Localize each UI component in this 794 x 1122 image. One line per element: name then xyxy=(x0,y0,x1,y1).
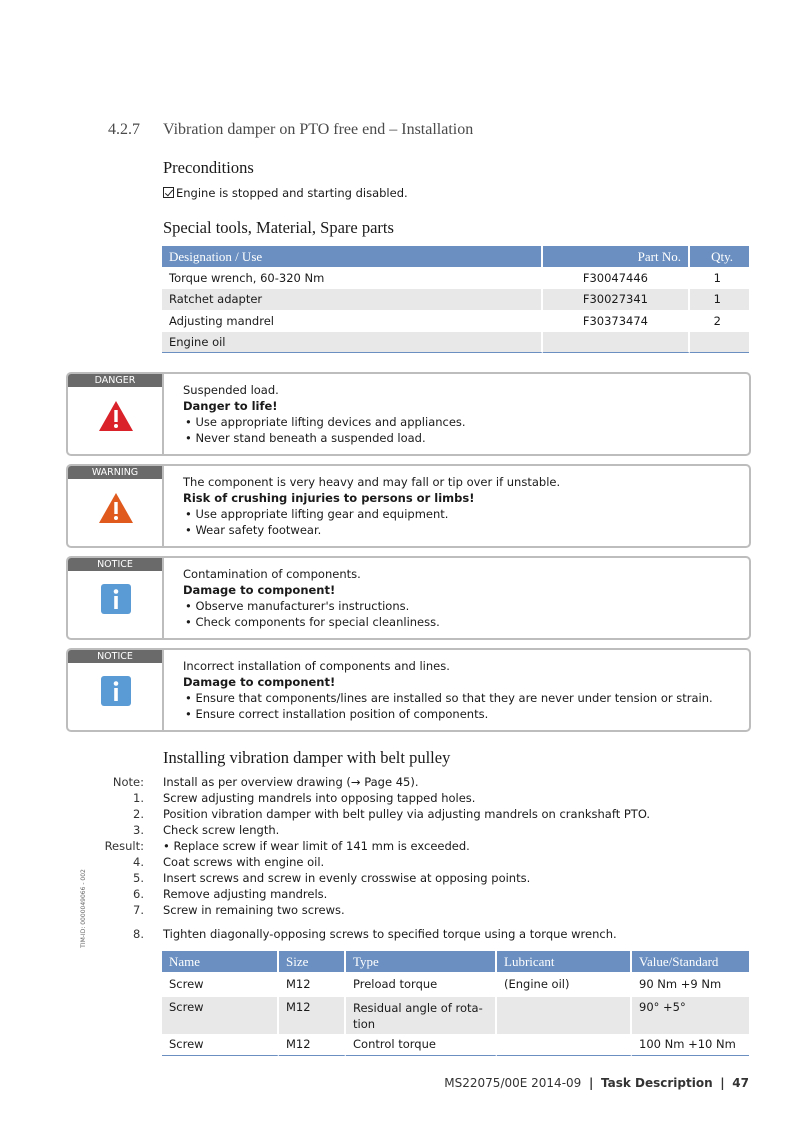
table-cell: Preload torque xyxy=(346,972,497,997)
safety-label: NOTICE xyxy=(68,650,162,663)
table-cell: Screw xyxy=(162,972,279,997)
step-label: 3. xyxy=(133,823,144,837)
table-row xyxy=(162,1034,749,1056)
table-cell: M12 xyxy=(279,1034,346,1056)
column-header: Lubricant xyxy=(497,951,632,972)
column-header: Qty. xyxy=(690,246,749,267)
divider xyxy=(162,374,164,454)
table-cell: Residual angle of rota- tion xyxy=(346,997,497,1034)
column-header: Value/Standard xyxy=(632,951,749,972)
document-id-sidebar: TIM-ID: 0000049066 - 002 xyxy=(79,869,87,948)
tools-heading: Special tools, Material, Spare parts xyxy=(163,218,394,237)
table-cell: F30373474 xyxy=(543,310,690,332)
hazard-consequence: Damage to component! xyxy=(183,675,336,689)
list-item-text: Use appropriate lifting devices and appliances. xyxy=(195,415,466,429)
table-cell: 90° +5° xyxy=(632,997,749,1034)
divider xyxy=(162,466,164,546)
hazard-consequence: Danger to life! xyxy=(183,399,278,413)
step-item xyxy=(0,903,794,919)
safety-label: DANGER xyxy=(68,374,162,387)
table-cell: (Engine oil) xyxy=(497,972,632,997)
table-row xyxy=(162,310,749,332)
safety-text xyxy=(183,566,440,630)
install-heading: Installing vibration damper with belt pulley xyxy=(163,748,451,767)
step-label: 4. xyxy=(133,855,144,869)
safety-text xyxy=(183,474,560,538)
table-row xyxy=(162,267,749,289)
step-item xyxy=(0,855,794,871)
warning-box xyxy=(66,464,751,548)
table-cell: Screw xyxy=(162,1034,279,1056)
section-title-text: Vibration damper on PTO free end – Installation xyxy=(163,121,474,138)
hazard-consequence: Damage to component! xyxy=(183,583,336,597)
step-text: Insert screws and screw in evenly crosswise at opposing points. xyxy=(163,871,531,885)
table-cell: 1 xyxy=(713,270,721,285)
column-header: Type xyxy=(346,951,497,972)
step-item xyxy=(0,887,794,903)
table-cell: Control torque xyxy=(346,1034,497,1056)
table-cell: Engine oil xyxy=(162,332,543,354)
step-text[interactable]: Install as per overview drawing (→ Page 45). xyxy=(163,775,419,789)
warning-triangle-icon xyxy=(98,492,134,524)
danger-triangle-icon xyxy=(98,400,134,432)
list-item: • Use appropriate lifting devices and appliances. xyxy=(185,415,466,429)
step-text: Tighten diagonally-opposing screws to specified torque using a torque wrench. xyxy=(163,927,617,941)
table-cell: M12 xyxy=(279,972,346,997)
list-item-text: Ensure that components/lines are installed so that they are never under tension or strain. xyxy=(195,691,713,705)
list-item: • Ensure correct installation position of components. xyxy=(185,707,489,721)
step-label: 2. xyxy=(133,807,144,821)
table-cell xyxy=(497,1034,632,1056)
checkbox-icon xyxy=(163,187,174,198)
precondition-text: Engine is stopped and starting disabled. xyxy=(176,186,408,200)
precondition-item xyxy=(163,186,408,200)
step-label: 5. xyxy=(133,871,144,885)
footer-separator: | xyxy=(588,1076,594,1090)
table-cell xyxy=(690,332,749,354)
column-header: Designation / Use xyxy=(162,246,543,267)
table-header-row xyxy=(162,246,749,267)
table-cell: 1 xyxy=(690,289,749,311)
table-cell: Torque wrench, 60-320 Nm xyxy=(162,267,543,289)
step-text: Position vibration damper with belt pulley via adjusting mandrels on crankshaft PTO. xyxy=(163,807,651,821)
safety-text xyxy=(183,382,466,446)
column-header: Size xyxy=(279,951,346,972)
footer-separator: | xyxy=(720,1076,725,1090)
danger-box xyxy=(66,372,751,456)
step-label: Note: xyxy=(112,775,144,789)
preconditions-heading: Preconditions xyxy=(163,158,254,177)
footer-section: Task Description xyxy=(600,1076,713,1090)
hazard-description: The component is very heavy and may fall or tip over if unstable. xyxy=(183,475,561,489)
safety-label: NOTICE xyxy=(68,558,162,571)
safety-text xyxy=(183,658,713,722)
table-cell xyxy=(497,997,632,1034)
page-footer xyxy=(444,1076,749,1090)
table-header-row xyxy=(162,951,749,972)
table-row xyxy=(162,289,749,311)
step-item xyxy=(0,839,794,855)
table-cell: Screw xyxy=(162,997,279,1034)
table-row xyxy=(162,332,749,354)
table-cell: F30047446 xyxy=(543,267,690,289)
section-title xyxy=(108,121,473,139)
divider xyxy=(162,558,164,638)
list-item-text: Observe manufacturer's instructions. xyxy=(195,599,410,613)
table-row xyxy=(162,997,749,1034)
column-header: Part No. xyxy=(543,246,690,267)
table-cell: M12 xyxy=(279,997,346,1034)
hazard-description: Incorrect installation of components and lines. xyxy=(183,659,450,673)
list-item-text: Never stand beneath a suspended load. xyxy=(195,431,426,445)
step-item xyxy=(0,871,794,887)
hazard-description: Suspended load. xyxy=(183,383,279,397)
step-label: 7. xyxy=(133,903,144,917)
step-text: Screw adjusting mandrels into opposing tapped holes. xyxy=(163,791,476,805)
table-cell: 90 Nm +9 Nm xyxy=(639,977,722,991)
notice-box xyxy=(66,648,751,732)
step-item xyxy=(0,927,794,943)
safety-label: WARNING xyxy=(68,466,162,479)
page-number: 47 xyxy=(732,1076,749,1090)
hazard-consequence: Risk of crushing injuries to persons or limbs! xyxy=(183,491,475,505)
list-item-text: Check components for special cleanliness. xyxy=(195,615,440,629)
step-text: Coat screws with engine oil. xyxy=(163,855,325,869)
tools-table xyxy=(162,246,749,353)
list-item-text: Wear safety footwear. xyxy=(195,523,322,537)
table-cell: 2 xyxy=(713,313,721,328)
list-item: • Ensure that components/lines are installed so that they are never under tension or strain. xyxy=(185,691,713,705)
notice-box xyxy=(66,556,751,640)
list-item: • Wear safety footwear. xyxy=(185,523,322,537)
divider xyxy=(162,650,164,730)
table-cell: Ratchet adapter xyxy=(162,289,543,311)
step-label: Result: xyxy=(104,839,144,853)
torque-spec-table xyxy=(162,951,749,1056)
step-text: Remove adjusting mandrels. xyxy=(163,887,328,901)
list-item: • Observe manufacturer's instructions. xyxy=(185,599,410,613)
list-item: • Use appropriate lifting gear and equipment. xyxy=(185,507,449,521)
section-number: 4.2.7 xyxy=(108,121,140,138)
info-icon xyxy=(98,584,134,616)
column-header: Name xyxy=(162,951,279,972)
list-item: • Never stand beneath a suspended load. xyxy=(185,431,426,445)
list-item-text: Ensure correct installation position of components. xyxy=(195,707,489,721)
step-label: 8. xyxy=(133,927,144,941)
step-item xyxy=(0,807,794,823)
hazard-description: Contamination of components. xyxy=(183,567,361,581)
step-item xyxy=(0,791,794,807)
info-icon xyxy=(98,676,134,708)
table-cell: F30027341 xyxy=(543,289,690,311)
table-row xyxy=(162,972,749,997)
step-text: Check screw length. xyxy=(163,823,280,837)
step-item xyxy=(0,823,794,839)
step-text: Screw in remaining two screws. xyxy=(163,903,345,917)
step-text: • Replace screw if wear limit of 141 mm is exceeded. xyxy=(163,839,470,853)
step-item xyxy=(0,775,794,791)
footer-doc-number: MS22075/00E 2014-09 xyxy=(444,1076,582,1090)
table-cell: 100 Nm +10 Nm xyxy=(632,1034,749,1056)
step-label: 1. xyxy=(133,791,144,805)
table-cell: Adjusting mandrel xyxy=(162,310,543,332)
step-label: 6. xyxy=(133,887,144,901)
table-cell xyxy=(543,332,690,354)
list-item-text: Use appropriate lifting gear and equipment. xyxy=(195,507,449,521)
list-item: • Check components for special cleanliness. xyxy=(185,615,440,629)
